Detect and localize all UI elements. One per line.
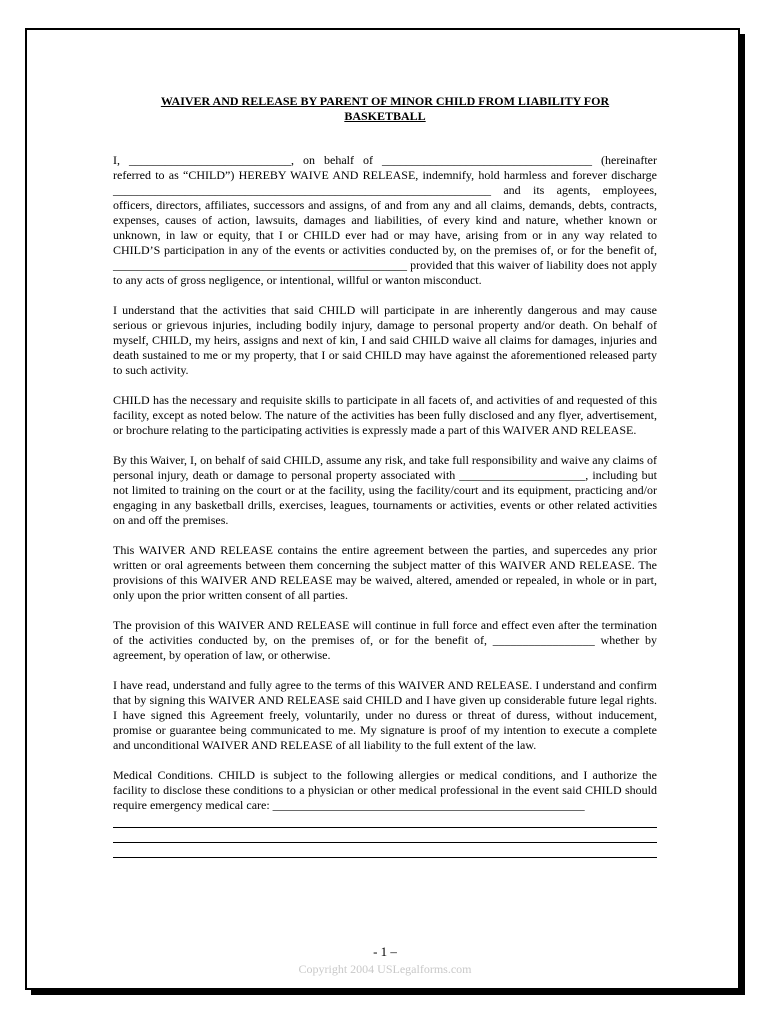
medical-conditions-line[interactable] (113, 828, 657, 843)
paragraph-waiver-release: I, ___________________________, on behalf of ___________________________________ (hereinafter referred to as “CHILD”) HEREBY WAIVE AND RELEASE, indemnify, hold harmless and forever discharge _______________________________________________________________ and its agents, employees, officers, directors, affiliates, successors and assigns, of and from any and all claims, demands, debts, contracts, expenses, causes of action, lawsuits, damages and liabilities, of every kind and nature, whether known or unknown, in law or equity, that I or CHILD ever had or may have, arising from or in any way related to CHILD’S participation in any of the events or activities conducted by, on the premises of, or for the benefit of, _________________________________________________ provided that this waiver of liability does not apply to any acts of gross negligence, or intentional, willful or wanton misconduct. (113, 153, 657, 287)
paragraph-assumption-of-risk: By this Waiver, I, on behalf of said CHILD, assume any risk, and take full responsibility and waive any claims of personal injury, death or damage to personal property associated with _____________________, including but not limited to training on the court or at the facility, using the facility/court and its equipment, practicing and/or engaging in any basketball drills, exercises, leagues, tournaments or activities, events or other related activities on and off the premises. (113, 453, 657, 527)
paragraph-inherent-danger: I understand that the activities that said CHILD will participate in are inherently dangerous and may cause serious or grievous injuries, including bodily injury, damage to personal property and/or death. On behalf of myself, CHILD, my heirs, assigns and next of kin, I and said CHILD waive all claims for damages, injuries and death sustained to me or my property, that I or said CHILD may have against the aforementioned released party to such activity. (113, 303, 657, 377)
copyright-notice: Copyright 2004 USLegalforms.com (298, 962, 472, 976)
page-shadow (740, 34, 745, 995)
paragraph-medical-conditions: Medical Conditions. CHILD is subject to the following allergies or medical conditions, and I authorize the facility to disclose these conditions to a physician or other medical professional in the event said CHILD should require emergency medical care: ____________________________________________________ (113, 768, 657, 812)
paragraph-entire-agreement: This WAIVER AND RELEASE contains the entire agreement between the parties, and supercedes any prior written or oral agreements between them concerning the subject matter of this WAIVER AND RELEASE. The provisions of this WAIVER AND RELEASE may be waived, altered, amended or repealed, in whole or in part, only upon the prior written consent of all parties. (113, 543, 657, 602)
medical-conditions-line[interactable] (113, 843, 657, 858)
paragraph-acknowledgement: I have read, understand and fully agree to the terms of this WAIVER AND RELEASE. I understand and confirm that by signing this WAIVER AND RELEASE said CHILD and I have given up considerable future legal rights. I have signed this Agreement freely, voluntarily, under no duress or threat of duress, without inducement, promise or guarantee being communicated to me. My signature is proof of my intention to execute a complete and unconditional WAIVER AND RELEASE of all liability to the full extent of the law. (113, 678, 657, 752)
medical-conditions-line[interactable] (113, 813, 657, 828)
page-shadow (31, 990, 745, 995)
page-number: - 1 – (373, 944, 397, 959)
paragraph-survival: The provision of this WAIVER AND RELEASE will continue in full force and effect even after the termination of the activities conducted by, on the premises of, or for the benefit of, _________________ whether by agreement, by operation of law, or otherwise. (113, 618, 657, 662)
paragraph-requisite-skills: CHILD has the necessary and requisite skills to participate in all facets of, and activities of and requested of this facility, except as noted below. The nature of the activities has been fully disclosed and any flyer, advertisement, or brochure relating to the participating activities is expressly made a part of this WAIVER AND RELEASE. (113, 393, 657, 437)
document-title: WAIVER AND RELEASE BY PARENT OF MINOR CHILD FROM LIABILITY FOR BASKETBALL (160, 94, 610, 123)
document-body (113, 94, 657, 858)
